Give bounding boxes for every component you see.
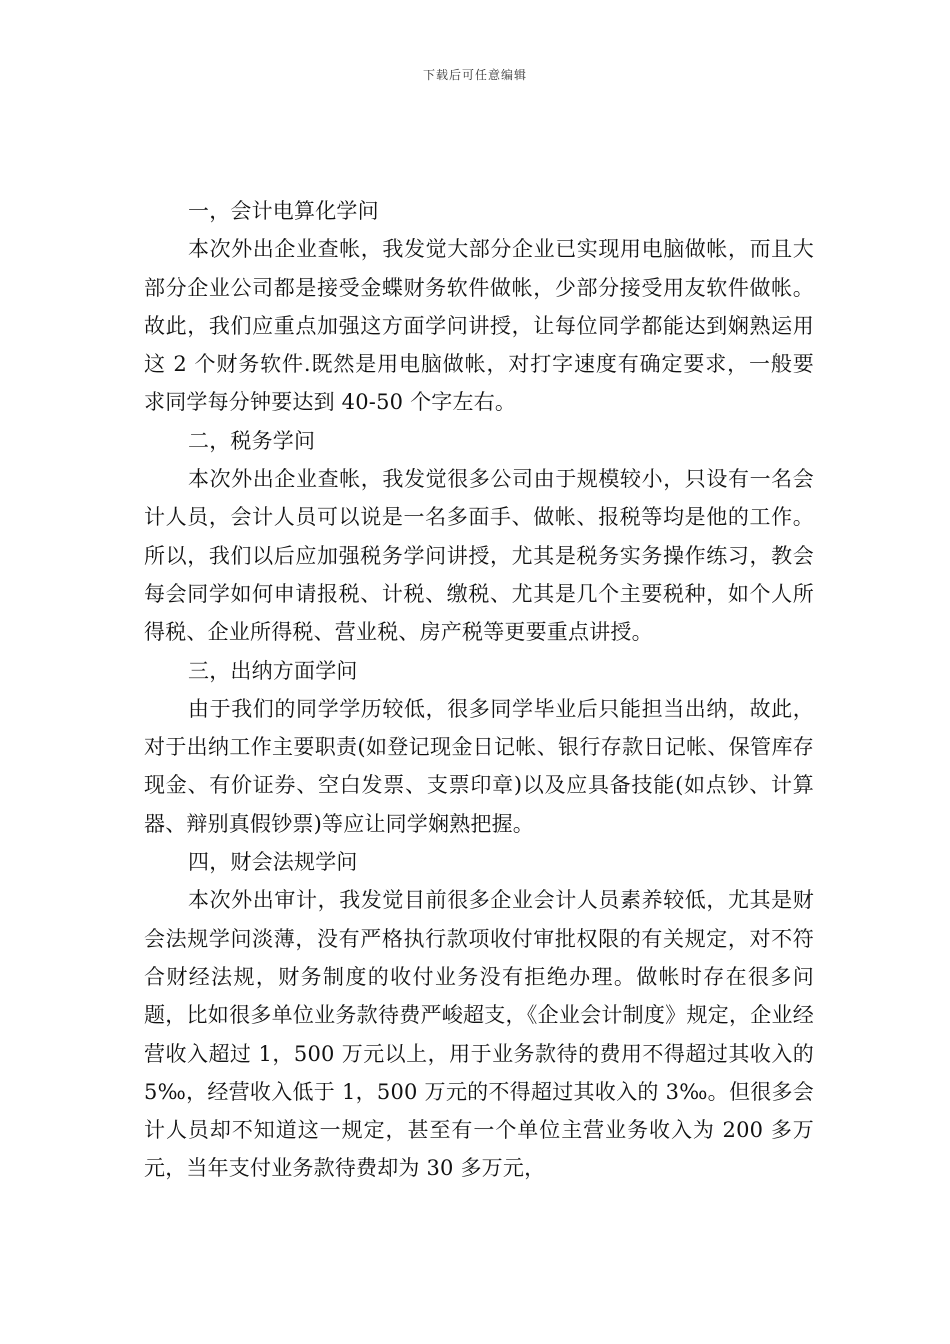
section-paragraph-cashier: 由于我们的同学学历较低，很多同学毕业后只能担当出纳，故此，对于出纳工作主要职责(如登记现金日记帐、银行存款日记帐、保管库存现金、有价证券、空白发票、支票印章)以及应具备技能(如点钞、计算器、辩别真假钞票)等应让同学娴熟把握。 xyxy=(144,696,814,836)
section-heading-accounting-computerization: 一，会计电算化学问 xyxy=(188,199,379,223)
section-heading-finance-regulations: 四，财会法规学问 xyxy=(188,850,358,875)
page-header: 下载后可任意编辑 xyxy=(422,68,527,82)
section-heading-taxation: 二，税务学问 xyxy=(188,428,316,453)
section-heading-cashier: 三，出纳方面学问 xyxy=(188,658,358,683)
section-paragraph-finance-regulations: 本次外出审计，我发觉目前很多企业会计人员素养较低，尤其是财会法规学问淡薄，没有严格执行款项收付审批权限的有关规定，对不符合财经法规，财务制度的收付业务没有拒绝办理。做帐时存在很多问题，比如很多单位业务款待费严峻超支，《企业会计制度》规定，企业经营收入超过 1，500 万元以上，用于业务款待的费用不得超过其收入的 5‰，经营收入低于 1，500 万元的不得超过其收入的 3‰。但很多会计人员却不知道这一规定，甚至有一个单位主营业务收入为 200 多万元，当年支付业务款待费却为 30 多万元， xyxy=(144,888,814,1181)
section-paragraph-taxation: 本次外出企业查帐，我发觉很多公司由于规模较小，只设有一名会计人员，会计人员可以说是一名多面手、做帐、报税等均是他的工作。所以，我们以后应加强税务学问讲授，尤其是税务实务操作练习，教会每会同学如何申请报税、计税、缴税、尤其是几个主要税种，如个人所得税、企业所得税、营业税、房产税等更要重点讲授。 xyxy=(144,467,814,645)
section-paragraph-accounting-computerization: 本次外出企业查帐，我发觉大部分企业已实现用电脑做帐，而且大部分企业公司都是接受金蝶财务软件做帐，少部分接受用友软件做帐。故此，我们应重点加强这方面学问讲授，让每位同学都能达到娴熟运用这 2 个财务软件.既然是用电脑做帐，对打字速度有确定要求，一般要求同学每分钟要达到 40-50 个字左右。 xyxy=(144,237,814,415)
document-body xyxy=(144,192,814,1188)
